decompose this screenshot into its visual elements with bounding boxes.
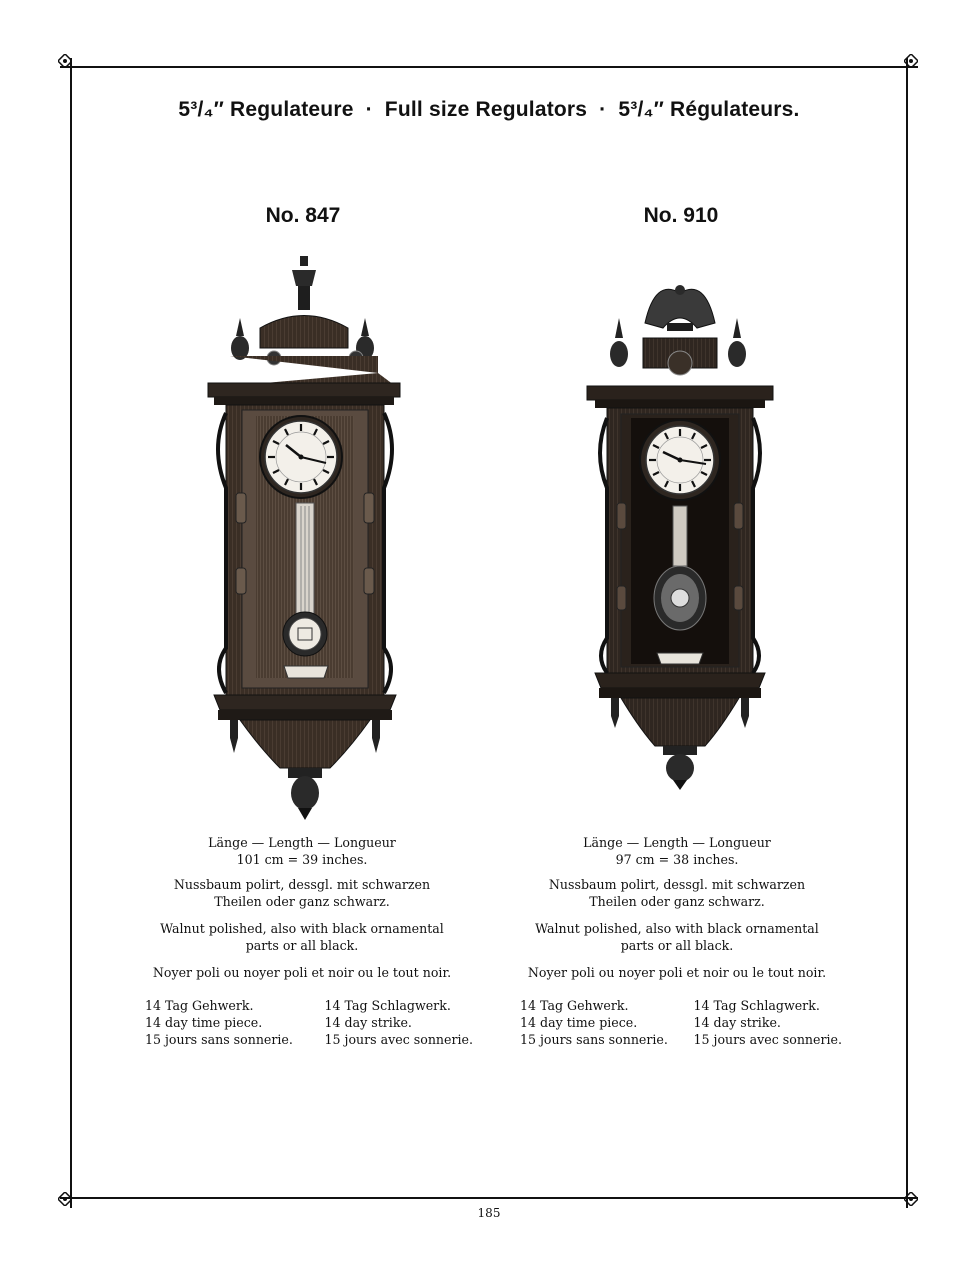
page-title xyxy=(0,98,978,122)
corner-ornament-icon xyxy=(58,54,72,68)
strike-fr: 15 jours avec sonnerie. xyxy=(693,1032,842,1047)
movement-en: 14 day time piece. xyxy=(145,1015,263,1030)
product-910-movements xyxy=(520,997,842,1048)
finish-german: Nussbaum polirt, dessgl. mit schwarzen Theilen oder ganz schwarz. xyxy=(173,877,431,909)
model-number-910: No. 910 xyxy=(643,204,719,227)
model-number-847: No. 847 xyxy=(265,204,341,227)
title-german: 5³/₄″ Regulateure xyxy=(178,98,354,121)
movement-en: 14 day time piece. xyxy=(520,1015,638,1030)
length-value: 101 cm = 39 inches. xyxy=(236,852,368,867)
frame-right-border xyxy=(906,58,908,1208)
length-label: Länge — Length — Longueur xyxy=(208,835,396,850)
finish-english: Walnut polished, also with black ornamental parts or all black. xyxy=(160,921,444,953)
product-910-description xyxy=(497,834,857,981)
strike-fr: 15 jours avec sonnerie. xyxy=(324,1032,473,1047)
regulator-clock-847-illustration xyxy=(200,248,410,820)
finish-french: Noyer poli ou noyer poli et noir ou le tout noir. xyxy=(152,965,452,980)
product-847-movements xyxy=(145,997,473,1048)
finish-french: Noyer poli ou noyer poli et noir ou le tout noir. xyxy=(527,965,827,980)
strike-de: 14 Tag Schlagwerk. xyxy=(324,998,451,1013)
length-label: Länge — Length — Longueur xyxy=(583,835,771,850)
strike-en: 14 day strike. xyxy=(324,1015,412,1030)
finish-german: Nussbaum polirt, dessgl. mit schwarzen Theilen oder ganz schwarz. xyxy=(548,877,806,909)
title-separator: · xyxy=(599,98,607,121)
corner-ornament-icon xyxy=(904,1192,918,1206)
frame-top-border xyxy=(60,66,918,68)
corner-ornament-icon xyxy=(904,54,918,68)
movement-de: 14 Tag Gehwerk. xyxy=(520,998,629,1013)
frame-bottom-border xyxy=(60,1197,918,1199)
title-english: Full size Regulators xyxy=(384,98,588,121)
movement-de: 14 Tag Gehwerk. xyxy=(145,998,254,1013)
movement-fr: 15 jours sans sonnerie. xyxy=(145,1032,293,1047)
length-value: 97 cm = 38 inches. xyxy=(615,852,739,867)
product-847-description xyxy=(122,834,482,981)
page-number: 185 xyxy=(477,1206,501,1220)
movement-fr: 15 jours sans sonnerie. xyxy=(520,1032,668,1047)
regulator-clock-910-illustration xyxy=(585,268,775,790)
title-french: 5³/₄″ Régulateurs. xyxy=(618,98,800,121)
frame-left-border xyxy=(70,58,72,1208)
strike-en: 14 day strike. xyxy=(693,1015,781,1030)
strike-de: 14 Tag Schlagwerk. xyxy=(693,998,820,1013)
corner-ornament-icon xyxy=(58,1192,72,1206)
finish-english: Walnut polished, also with black ornamental parts or all black. xyxy=(535,921,819,953)
title-separator: · xyxy=(365,98,373,121)
